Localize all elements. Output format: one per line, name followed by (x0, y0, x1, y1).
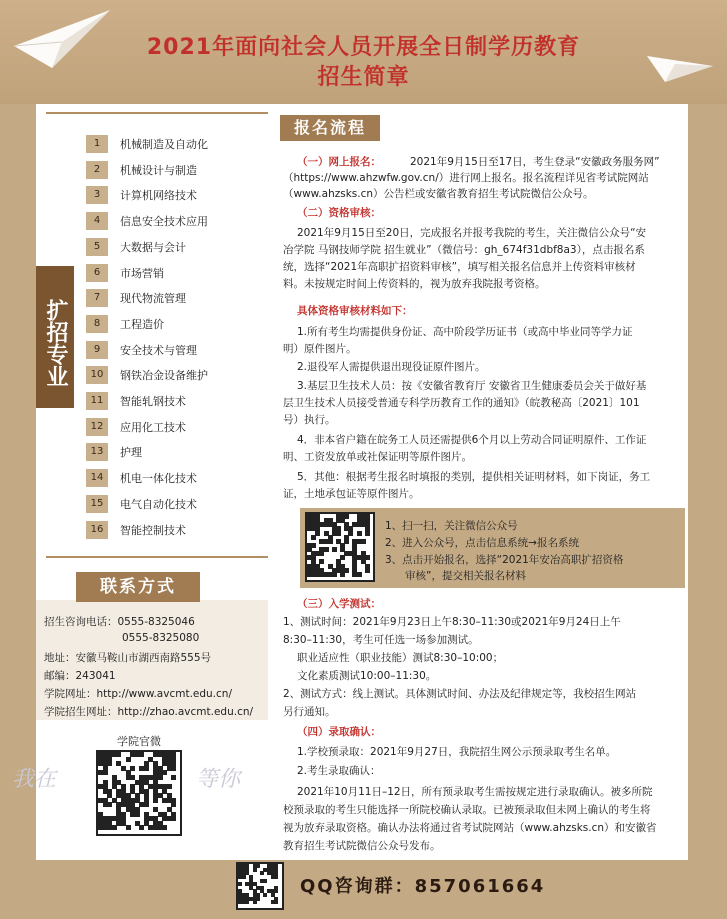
materials-line: 明）原件图片。 (283, 343, 357, 355)
s4-head: （四）录取确认： (297, 726, 381, 738)
s3-head: （三）入学测试： (297, 598, 381, 610)
s4-line: 教育招生考试院微信公众号发布。 (283, 840, 441, 852)
s4-line: 视为放弃录取资格。确认办法将通过省考试院网站（www.ahzsks.cn）和安徽省 (283, 822, 657, 834)
major-item (86, 134, 208, 154)
major-number: 13 (86, 443, 108, 461)
major-name: 计算机网络技术 (120, 189, 197, 203)
major-name: 电气自动化技术 (120, 497, 197, 511)
major-number: 4 (86, 212, 108, 230)
major-number: 11 (86, 392, 108, 410)
materials-head: 具体资格审核材料如下： (297, 305, 413, 317)
major-number: 1 (86, 135, 108, 153)
materials-line: 明、工资发放单或社保证明等原件图片。 (283, 451, 472, 463)
major-number: 8 (86, 315, 108, 333)
page-subtitle: 招生简章 (317, 65, 410, 90)
major-number: 5 (86, 238, 108, 256)
major-item (86, 288, 186, 308)
process-title: 报名流程 (280, 115, 380, 141)
qr-step: 3、点击开始报名，选择“2021年安冶高职扩招资格 (385, 554, 624, 566)
s2-line: 冶学院 马钢技师学院 招生就业”（微信号：gh_674f31dbf8a3），点击报名系 (283, 244, 645, 256)
s4-line: 1.学校预录取：2021年9月27日，我院招生网公示预录取考生名单。 (297, 746, 617, 758)
qr-step: 1、扫一扫，关注微信公众号 (385, 520, 518, 532)
major-item (86, 468, 197, 488)
major-item (86, 365, 208, 385)
s2-head: （二）资格审核： (297, 207, 381, 219)
watermark-right: 等你 (196, 767, 241, 792)
major-item (86, 211, 208, 231)
major-number: 15 (86, 495, 108, 513)
s3-line: 文化素质测试10:00–11:30。 (297, 670, 437, 682)
major-name: 护理 (120, 446, 142, 460)
contact-website[interactable]: 学院网址：http://www.avcmt.edu.cn/ (44, 688, 232, 700)
contact-phone-2: 0555-8325080 (122, 632, 200, 644)
major-item (86, 160, 197, 180)
major-name: 机械制造及自动化 (120, 138, 208, 151)
major-number: 10 (86, 366, 108, 384)
major-name: 钢铁冶金设备维护 (120, 369, 208, 383)
s1-line: （https://www.ahzwfw.gov.cn/）进行网上报名。报名流程详见省考试院网站 (283, 172, 649, 184)
qr-step: 2、进入公众号，点击信息系统→报名系统 (385, 537, 579, 549)
qr-label: 学院官微 (117, 735, 161, 748)
materials-line: 2.退役军人需提供退出现役证原件图片。 (297, 361, 486, 373)
s3-line: 8:30–11:30，考生可任选一场参加测试。 (283, 634, 479, 646)
contact-postcode: 邮编：243041 (44, 670, 116, 682)
major-name: 安全技术与管理 (120, 343, 197, 357)
major-number: 14 (86, 469, 108, 487)
s4-line: 2.考生录取确认： (297, 765, 381, 777)
major-name: 工程造价 (120, 317, 164, 331)
major-item (86, 417, 186, 437)
s3-line: 职业适应性（职业技能）测试8:30–10:00； (297, 652, 504, 664)
s3-line: 1、测试时间：2021年9月23日上午8:30–11:30或2021年9月24日上午 (283, 616, 621, 628)
s2-line: 料。未按规定时间上传资料的，视为放弃我院报考资格。 (283, 278, 546, 290)
major-item (86, 185, 197, 205)
s1-head: （一）网上报名： (297, 156, 381, 168)
s3-line: 另行通知。 (283, 706, 336, 718)
major-number: 12 (86, 418, 108, 436)
major-number: 6 (86, 264, 108, 282)
qr-code-official-icon (96, 750, 182, 836)
s1-line: （www.ahzsks.cn）公告栏或安徽省教育招生考试院微信公众号。 (283, 188, 594, 200)
materials-line: 层卫生技术人员接受普通专科学历教育工作的通知》（皖教秘高〔2021〕101 (283, 397, 640, 409)
major-number: 16 (86, 521, 108, 539)
major-name: 应用化工技术 (120, 420, 186, 434)
major-item (86, 391, 186, 411)
contact-address: 地址：安徽马鞍山市湖西南路555号 (44, 652, 212, 664)
major-number: 3 (86, 186, 108, 204)
major-item (86, 314, 164, 334)
qr-code-wechat-icon (305, 512, 375, 582)
major-name: 大数据与会计 (120, 240, 186, 254)
s2-line: 2021年9月15日至20日，完成报名并报考我院的考生，关注微信公众号“安 (297, 227, 647, 239)
s4-line: 2021年10月11日–12日，所有预录取考生需按规定进行录取确认。被多所院 (297, 786, 653, 798)
qr-step: 审核”，提交相关报名材料 (405, 570, 526, 582)
major-item (86, 494, 197, 514)
major-number: 9 (86, 341, 108, 359)
materials-line: 1.所有考生均需提供身份证、高中阶段学历证书（或高中毕业同等学力证 (297, 326, 633, 338)
major-name: 市场营销 (120, 266, 164, 280)
qr-code-qq-icon (236, 862, 284, 910)
page-title: 2021年面向社会人员开展全日制学历教育 (146, 35, 581, 60)
major-item (86, 340, 197, 360)
s4-line: 校预录取的考生只能选择一所院校确认录取。已被预录取但未网上确认的考生将 (283, 804, 651, 816)
major-number: 7 (86, 289, 108, 307)
contact-phone: 招生咨询电话：0555-8325046 (44, 616, 195, 628)
materials-line: 4．非本省户籍在皖务工人员还需提供6个月以上劳动合同证明原件、工作证 (297, 434, 647, 446)
major-name: 机械设计与制造 (120, 163, 197, 177)
major-number: 2 (86, 161, 108, 179)
materials-line: 证，土地承包证等原件图片。 (283, 488, 420, 500)
major-name: 信息安全技术应用 (120, 215, 208, 229)
major-item (86, 442, 142, 462)
major-name: 现代物流管理 (120, 292, 186, 306)
contact-admission-website[interactable]: 学院招生网址：http://zhao.avcmt.edu.cn/ (44, 706, 254, 718)
s2-line: 统，选择“2021年高职扩招资料审核”，填写相关报名信息并上传资料审核材 (283, 261, 636, 273)
major-item (86, 263, 164, 283)
s1-line: 2021年9月15日至17日，考生登录“安徽政务服务网” (410, 156, 660, 168)
major-item (86, 520, 186, 540)
major-side-label: 扩招专业 (36, 266, 74, 408)
contact-title: 联系方式 (76, 572, 200, 602)
materials-line: 3.基层卫生技术人员：按《安徽省教育厅 安徽省卫生健康委员会关于做好基 (297, 380, 647, 392)
materials-line: 号）执行。 (283, 414, 336, 426)
materials-line: 5．其他：根据考生报名时填报的类别，提供相关证明材料，如下岗证，务工 (297, 471, 651, 483)
major-name: 智能控制技术 (120, 523, 186, 537)
major-name: 机电一体化技术 (120, 472, 197, 486)
major-name: 智能轧钢技术 (120, 395, 186, 408)
major-item (86, 237, 186, 257)
s3-line: 2、测试方式：线上测试。具体测试时间、办法及纪律规定等，我校招生网站 (283, 688, 637, 700)
watermark-left: 我在 (12, 767, 57, 792)
qq-group: QQ咨询群：857061664 (300, 876, 546, 897)
